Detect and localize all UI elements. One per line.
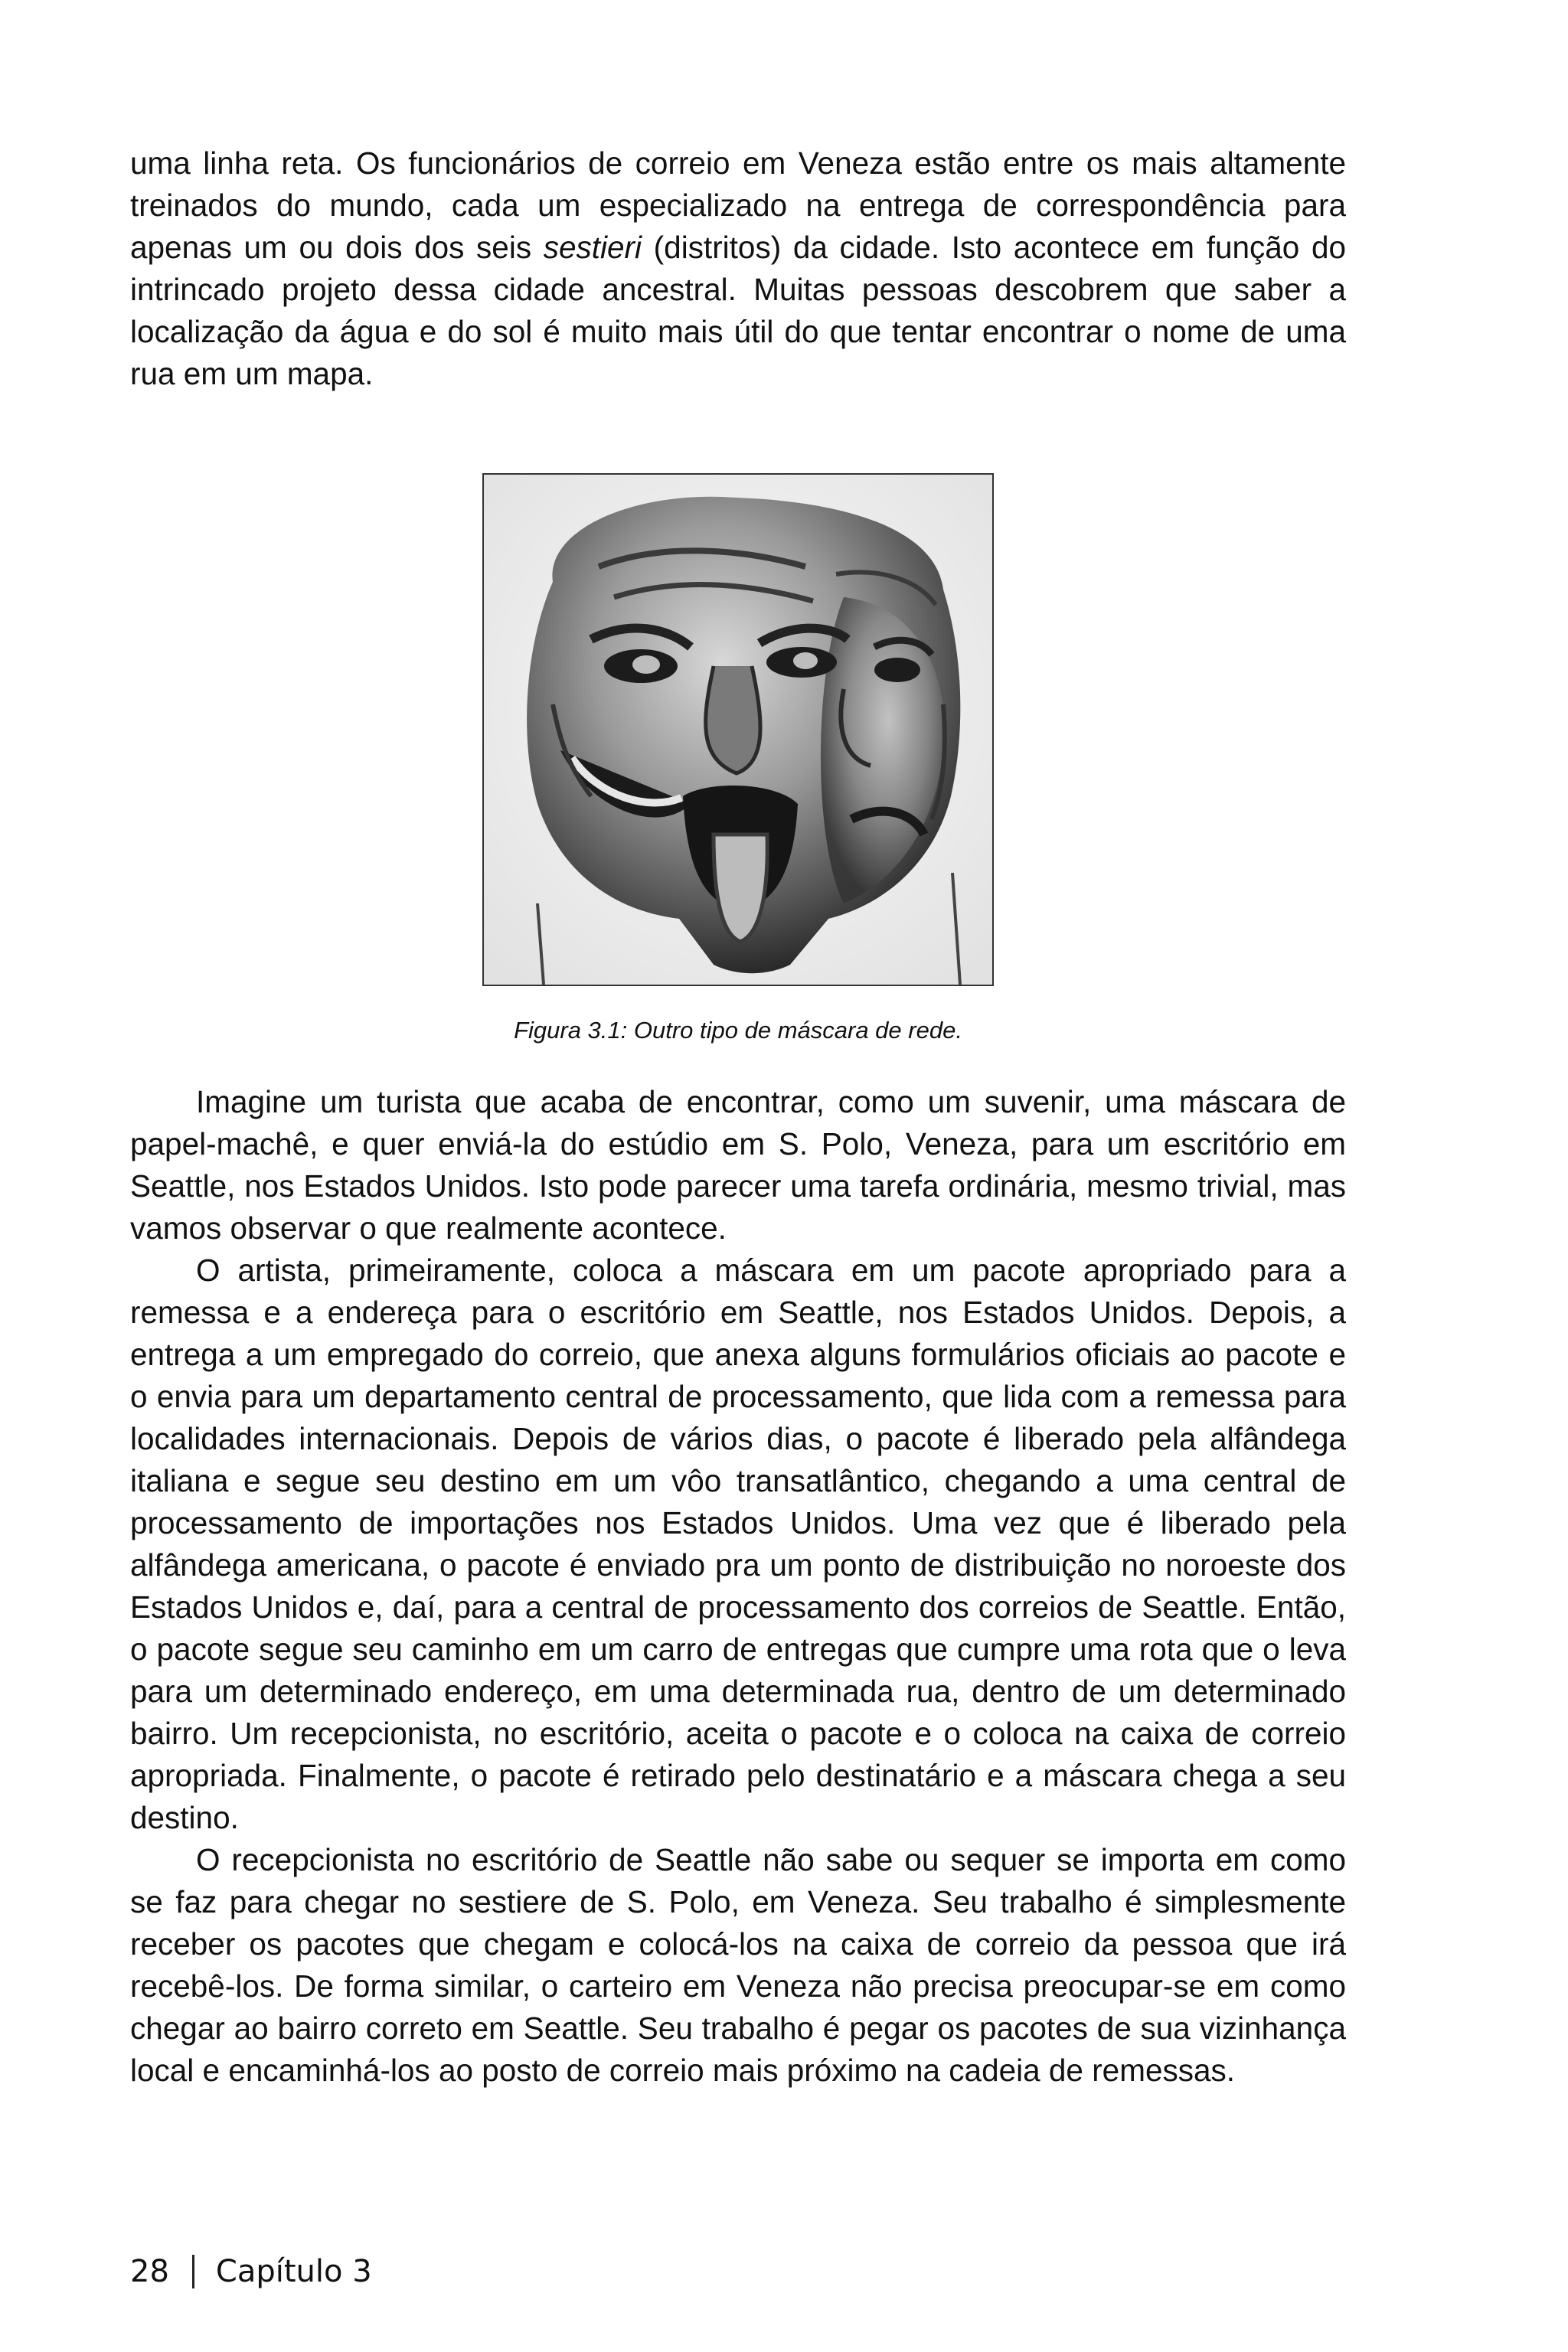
paragraph-intro-before: uma linha reta. Os funcionários de correio em Veneza estão entre os mais altamente treinados do mundo, cada um especializado na entrega de correspondência para apenas um ou dois dos seis <box>130 145 1346 265</box>
chapter-label: Capítulo 3 <box>215 2254 372 2289</box>
paragraph-1: Imagine um turista que acaba de encontrar, como um suvenir, uma máscara de papel-machê, e quer enviá-la do estúdio em S. Polo, Veneza, para um escritório em Seattle, nos Estados Unidos. Isto pode parecer uma tarefa ordinária, mesmo trivial, mas vamos observar o que realmente acontece. <box>130 1084 1346 1246</box>
footer-divider <box>192 2255 194 2288</box>
figure <box>130 473 1346 1046</box>
italic-term: sestieri <box>543 230 642 265</box>
three-face-mask-image <box>484 475 992 985</box>
page-number: 28 <box>130 2254 169 2289</box>
paragraph-intro-after: (distritos) da cidade. Isto acontece em função do intrincado projeto dessa cidade ancestral. Muitas pessoas descobrem que saber a localização da água e do sol é muito mais útil do que tentar encontrar o nome de uma rua em um mapa. <box>130 230 1346 391</box>
paragraph-2: O artista, primeiramente, coloca a máscara em um pacote apropriado para a remessa e a endereça para o escritório em Seattle, nos Estados Unidos. Depois, a entrega a um empregado do correio, que anexa alguns formulários oficiais ao pacote e o envia para um departamento central de processamento, que lida com a remessa para localidades internacionais. Depois de vários dias, o pacote é liberado pela alfândega italiana e segue seu destino em um vôo transatlântico, chegando a uma central de processamento de importações nos Estados Unidos. Uma vez que é liberado pela alfândega americana, o pacote é enviado pra um ponto de distribuição no noroeste dos Estados Unidos e, daí, para a central de processamento dos correios de Seattle. Então, o pacote segue seu caminho em um carro de entregas que cumpre uma rota que o leva para um determinado endereço, em uma determinada rua, dentro de um determinado bairro. Um recepcionista, no escritório, aceita o pacote e o coloca na caixa de correio apropriada. Finalmente, o pacote é retirado pelo destinatário e a máscara chega a seu destino. <box>130 1253 1346 1835</box>
page-body <box>130 142 1346 2092</box>
mask-photo <box>482 473 994 986</box>
page-footer <box>130 2254 372 2289</box>
paragraph-intro <box>130 142 1346 395</box>
paragraph-3: O recepcionista no escritório de Seattle não sabe ou sequer se importa em como se faz para chegar no sestiere de S. Polo, em Veneza. Seu trabalho é simplesmente receber os pacotes que chegam e colocá-los na caixa de correio da pessoa que irá recebê-los. De forma similar, o carteiro em Veneza não precisa preocupar-se em como chegar ao bairro correto em Seattle. Seu trabalho é pegar os pacotes de sua vizinhança local e encaminhá-los ao posto de correio mais próximo na cadeia de remessas. <box>130 1842 1346 2088</box>
figure-caption: Figura 3.1: Outro tipo de máscara de rede. <box>514 1017 962 1044</box>
